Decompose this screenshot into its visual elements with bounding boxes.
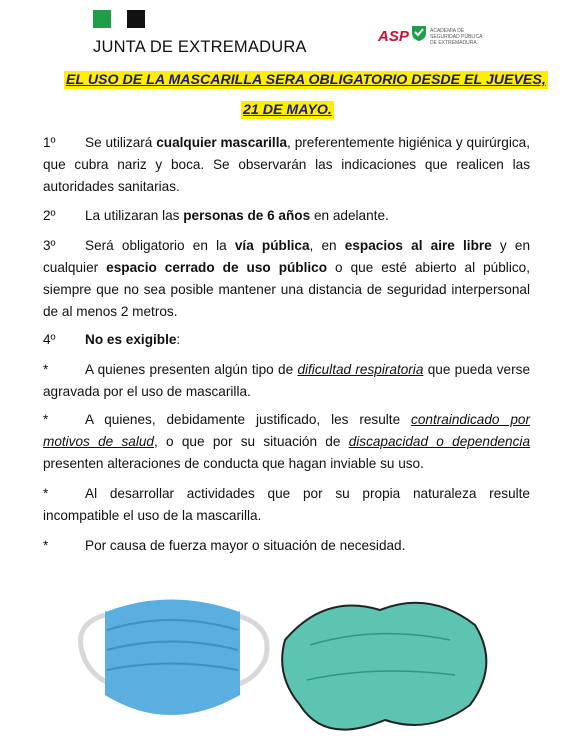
bullet-3: * Al desarrollar actividades que por su propia naturaleza resulte incompatible el uso de la mascarilla. bbox=[43, 486, 530, 523]
item-4: 4º No es exigible: bbox=[43, 332, 181, 347]
bullet-4: * Por causa de fuerza mayor o situación de necesidad. bbox=[43, 538, 406, 553]
asp-academy-name: ACADEMIA DE SEGURIDAD PÚBLICA DE EXTREMADURA bbox=[430, 28, 483, 46]
item-1: 1º Se utilizará cualquier mascarilla, preferentemente higiénica y quirúrgica, que cubra nariz y boca. Se observarán las indicaciones que realicen las autoridades sanitarias. bbox=[43, 135, 530, 194]
logo-black-square bbox=[127, 10, 145, 28]
asp-shield-icon bbox=[411, 24, 427, 42]
item-2: 2º La utilizaran las personas de 6 años en adelante. bbox=[43, 208, 389, 223]
bullet-2: * A quienes, debidamente justificado, les resulte contraindicado por motivos de salud, o que por su situación de discapacidad o dependencia presenten alteraciones de conducta que hagan inviable su uso. bbox=[43, 412, 530, 471]
mask-illustrations bbox=[75, 585, 515, 745]
headline-line-2: 21 DE MAYO. bbox=[243, 102, 332, 118]
headline-line-1: EL USO DE LA MASCARILLA SERA OBLIGATORIO DESDE EL JUEVES, bbox=[66, 72, 546, 88]
asp-logo bbox=[378, 24, 488, 56]
logo-green-square bbox=[93, 10, 111, 28]
asp-logo-text: ASP bbox=[378, 28, 409, 45]
cloth-mask-icon bbox=[282, 603, 486, 730]
item-3: 3º Será obligatorio en la vía pública, en espacios al aire libre y en cualquier espacio cerrado de uso público o que esté abierto al público, siempre que no sea posible mantener una distancia de seguridad interpersonal de al menos 2 metros. bbox=[43, 238, 531, 319]
org-name: JUNTA DE EXTREMADURA bbox=[93, 38, 307, 56]
surgical-mask-icon bbox=[81, 598, 268, 716]
bullet-1: * A quienes presenten algún tipo de dificultad respiratoria que pueda verse agravada por el uso de mascarilla. bbox=[43, 362, 531, 399]
